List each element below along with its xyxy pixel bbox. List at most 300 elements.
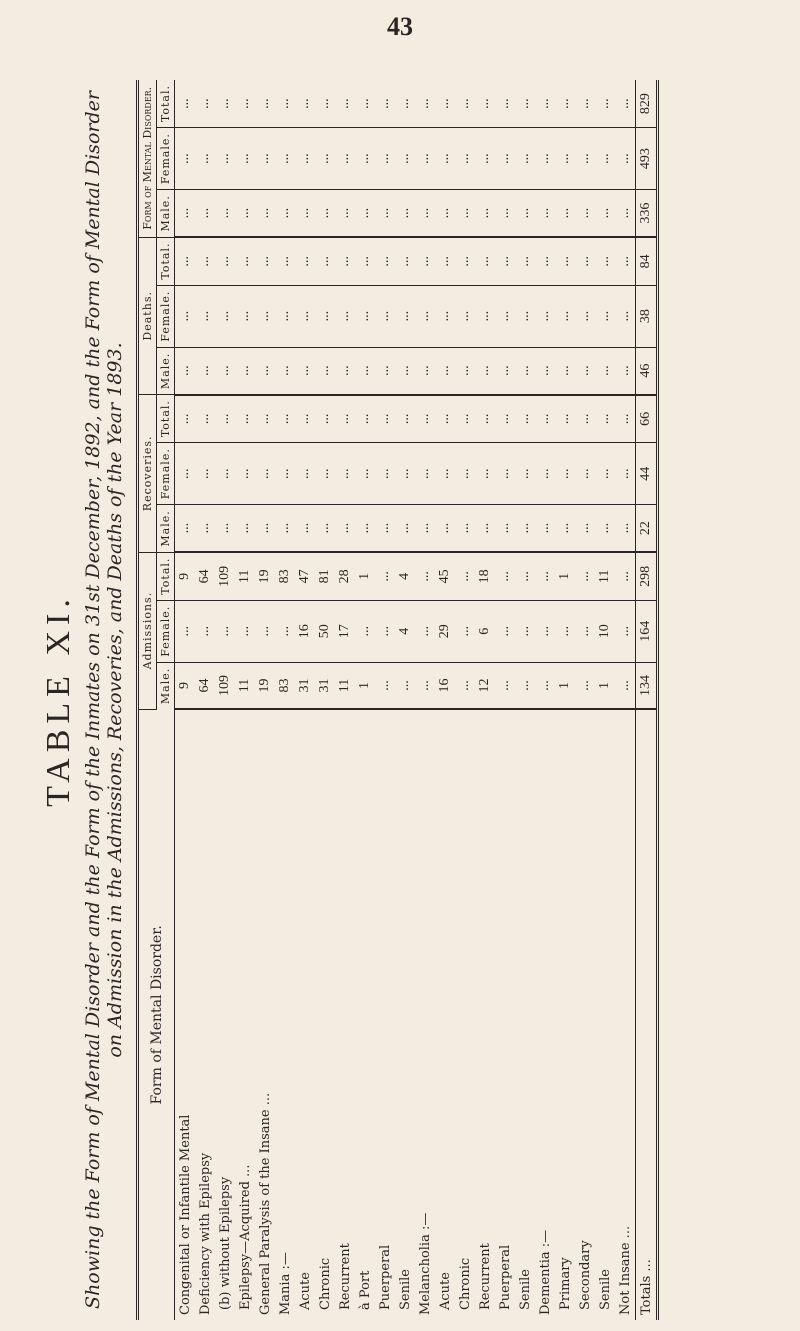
- cell-value: ...: [535, 395, 555, 443]
- cell-value: ...: [475, 128, 495, 190]
- cell-value: ...: [515, 600, 535, 662]
- cell-value: ...: [555, 80, 575, 128]
- sub-male: Male.: [157, 347, 175, 394]
- cell-value: ...: [395, 395, 415, 443]
- cell-value: ...: [435, 505, 455, 552]
- cell-value: ...: [175, 237, 196, 285]
- cell-value: ...: [435, 443, 455, 505]
- table-row: [175, 80, 196, 1320]
- row-label: Chronic: [457, 1257, 473, 1310]
- row-label: Melancholia :—: [417, 1212, 433, 1315]
- table-row: [575, 80, 595, 1320]
- cell-value: ...: [295, 505, 315, 552]
- cell-value: ...: [215, 505, 235, 552]
- cell-value: ...: [455, 662, 475, 709]
- cell-value: ...: [295, 443, 315, 505]
- cell-value: ...: [335, 285, 355, 347]
- cell-value: ...: [295, 237, 315, 285]
- cell-value: 22: [636, 505, 658, 552]
- cell-value: ...: [455, 552, 475, 600]
- cell-value: ...: [555, 285, 575, 347]
- cell-value: ...: [515, 285, 535, 347]
- cell-value: ...: [175, 443, 196, 505]
- cell-value: ...: [335, 347, 355, 394]
- cell-value: ...: [335, 237, 355, 285]
- cell-value: ...: [395, 443, 415, 505]
- table-row: [275, 80, 295, 1320]
- row-label: Deficiency with Epilepsy: [197, 1152, 213, 1315]
- table-row: [215, 80, 235, 1320]
- cell-value: ...: [415, 128, 435, 190]
- cell-value: ...: [195, 190, 215, 237]
- table-row: [535, 80, 555, 1320]
- cell-value: 1: [595, 662, 615, 709]
- cell-value: ...: [535, 128, 555, 190]
- group-header-recoveries: Recoveries.: [138, 395, 157, 553]
- cell-value: 11: [335, 662, 355, 709]
- group-header-remaining: Admissions.: [138, 552, 157, 709]
- cell-value: ...: [315, 505, 335, 552]
- cell-value: ...: [395, 662, 415, 709]
- cell-value: 84: [636, 237, 658, 285]
- cell-value: ...: [595, 128, 615, 190]
- cell-value: ...: [415, 190, 435, 237]
- cell-value: ...: [615, 662, 636, 709]
- cell-value: ...: [415, 505, 435, 552]
- cell-value: ...: [275, 395, 295, 443]
- sub-total: Total.: [157, 552, 175, 600]
- cell-value: ...: [415, 237, 435, 285]
- cell-value: ...: [315, 347, 335, 394]
- row-label: Acute: [437, 1272, 453, 1310]
- row-label: Senile: [397, 1269, 413, 1310]
- cell-value: ...: [555, 395, 575, 443]
- cell-value: ...: [375, 80, 395, 128]
- cell-value: ...: [435, 128, 455, 190]
- cell-value: ...: [255, 237, 275, 285]
- cell-value: ...: [455, 505, 475, 552]
- cell-value: 38: [636, 285, 658, 347]
- cell-value: ...: [275, 443, 295, 505]
- cell-value: ...: [455, 395, 475, 443]
- cell-value: ...: [535, 552, 555, 600]
- cell-value: ...: [415, 285, 435, 347]
- cell-value: ...: [415, 600, 435, 662]
- cell-value: 83: [275, 662, 295, 709]
- sub-female: Female.: [157, 443, 175, 505]
- table-row: [315, 80, 335, 1320]
- cell-value: ...: [615, 347, 636, 394]
- table-title: TABLE XI.: [40, 593, 77, 807]
- page-number: 43: [387, 12, 413, 41]
- cell-value: ...: [435, 395, 455, 443]
- cell-value: ...: [235, 347, 255, 394]
- cell-value: ...: [215, 285, 235, 347]
- cell-value: ...: [555, 190, 575, 237]
- cell-value: ...: [495, 662, 515, 709]
- cell-value: ...: [275, 505, 295, 552]
- cell-value: ...: [495, 190, 515, 237]
- row-label: Puerperal: [497, 1244, 513, 1310]
- cell-value: ...: [175, 347, 196, 394]
- cell-value: ...: [235, 80, 255, 128]
- cell-value: 9: [175, 552, 196, 600]
- cell-value: ...: [195, 347, 215, 394]
- cell-value: ...: [615, 395, 636, 443]
- cell-value: 31: [295, 662, 315, 709]
- cell-value: ...: [315, 128, 335, 190]
- row-label: Acute: [297, 1272, 313, 1310]
- cell-value: ...: [515, 443, 535, 505]
- row-label: Senile: [517, 1269, 533, 1310]
- cell-value: ...: [375, 285, 395, 347]
- cell-value: ...: [555, 347, 575, 394]
- cell-value: ...: [395, 505, 415, 552]
- cell-value: ...: [435, 80, 455, 128]
- cell-value: ...: [375, 237, 395, 285]
- cell-value: ...: [555, 237, 575, 285]
- cell-value: ...: [235, 285, 255, 347]
- table-row: [415, 80, 435, 1320]
- cell-value: 83: [275, 552, 295, 600]
- cell-value: ...: [175, 80, 196, 128]
- cell-value: 1: [555, 662, 575, 709]
- cell-value: ...: [275, 600, 295, 662]
- cell-value: ...: [595, 80, 615, 128]
- cell-value: ...: [535, 80, 555, 128]
- cell-value: 134: [636, 662, 658, 709]
- table-row: [455, 80, 475, 1320]
- cell-value: ...: [595, 237, 615, 285]
- cell-value: ...: [335, 505, 355, 552]
- cell-value: ...: [235, 128, 255, 190]
- cell-value: 11: [235, 552, 255, 600]
- cell-value: ...: [515, 190, 535, 237]
- cell-value: ...: [475, 395, 495, 443]
- cell-value: ...: [415, 552, 435, 600]
- cell-value: ...: [455, 600, 475, 662]
- row-label: Dementia :—: [537, 1229, 553, 1315]
- cell-value: ...: [235, 443, 255, 505]
- cell-value: ...: [415, 443, 435, 505]
- cell-value: ...: [255, 285, 275, 347]
- mental-disorder-table: [136, 80, 659, 1320]
- cell-value: ...: [175, 190, 196, 237]
- table-row: [195, 80, 215, 1320]
- cell-value: ...: [475, 443, 495, 505]
- cell-value: ...: [515, 395, 535, 443]
- cell-value: 1: [355, 662, 375, 709]
- row-label: Not Insane ...: [617, 1225, 633, 1315]
- cell-value: ...: [295, 190, 315, 237]
- cell-value: ...: [315, 80, 335, 128]
- cell-value: 109: [215, 662, 235, 709]
- row-label: Chronic: [317, 1257, 333, 1310]
- cell-value: 109: [215, 552, 235, 600]
- table-row: [595, 80, 615, 1320]
- cell-value: 12: [475, 662, 495, 709]
- cell-value: ...: [275, 237, 295, 285]
- cell-value: ...: [395, 347, 415, 394]
- cell-value: 1: [355, 552, 375, 600]
- cell-value: ...: [495, 285, 515, 347]
- cell-value: ...: [575, 662, 595, 709]
- cell-value: ...: [615, 80, 636, 128]
- cell-value: ...: [375, 347, 395, 394]
- cell-value: ...: [575, 600, 595, 662]
- cell-value: 66: [636, 395, 658, 443]
- cell-value: ...: [475, 285, 495, 347]
- cell-value: ...: [575, 80, 595, 128]
- cell-value: ...: [315, 237, 335, 285]
- cell-value: ...: [515, 80, 535, 128]
- cell-value: ...: [255, 505, 275, 552]
- cell-value: 164: [636, 600, 658, 662]
- row-label: Totals ...: [636, 709, 658, 1320]
- cell-value: ...: [595, 395, 615, 443]
- table-row: [515, 80, 535, 1320]
- cell-value: 298: [636, 552, 658, 600]
- cell-value: ...: [335, 395, 355, 443]
- cell-value: ...: [415, 662, 435, 709]
- cell-value: ...: [575, 285, 595, 347]
- cell-value: ...: [575, 128, 595, 190]
- cell-value: ...: [255, 443, 275, 505]
- cell-value: ...: [215, 190, 235, 237]
- cell-value: ...: [175, 395, 196, 443]
- cell-value: ...: [195, 80, 215, 128]
- cell-value: ...: [615, 237, 636, 285]
- cell-value: ...: [395, 237, 415, 285]
- cell-value: ...: [355, 128, 375, 190]
- row-label: à Port: [357, 1270, 373, 1310]
- cell-value: ...: [495, 237, 515, 285]
- cell-value: ...: [315, 285, 335, 347]
- cell-value: 31: [315, 662, 335, 709]
- cell-value: ...: [515, 347, 535, 394]
- cell-value: ...: [395, 285, 415, 347]
- cell-value: ...: [195, 600, 215, 662]
- cell-value: ...: [455, 347, 475, 394]
- cell-value: ...: [495, 80, 515, 128]
- cell-value: ...: [175, 285, 196, 347]
- row-label: Mania :—: [277, 1252, 293, 1315]
- cell-value: ...: [495, 347, 515, 394]
- cell-value: ...: [375, 190, 395, 237]
- cell-value: ...: [615, 190, 636, 237]
- cell-value: ...: [375, 443, 395, 505]
- cell-value: ...: [495, 128, 515, 190]
- cell-value: ...: [535, 443, 555, 505]
- cell-value: ...: [355, 190, 375, 237]
- cell-value: ...: [475, 347, 495, 394]
- cell-value: ...: [495, 505, 515, 552]
- cell-value: ...: [455, 80, 475, 128]
- cell-value: ...: [215, 80, 235, 128]
- cell-value: ...: [275, 80, 295, 128]
- cell-value: ...: [455, 285, 475, 347]
- cell-value: ...: [255, 347, 275, 394]
- cell-value: 46: [636, 347, 658, 394]
- cell-value: ...: [235, 237, 255, 285]
- row-label: (b) without Epilepsy: [217, 1176, 233, 1310]
- cell-value: ...: [515, 505, 535, 552]
- cell-value: ...: [455, 128, 475, 190]
- cell-value: ...: [255, 395, 275, 443]
- cell-value: ...: [255, 80, 275, 128]
- cell-value: ...: [255, 190, 275, 237]
- table-row: [435, 80, 455, 1320]
- cell-value: ...: [295, 128, 315, 190]
- cell-value: ...: [335, 128, 355, 190]
- cell-value: ...: [495, 443, 515, 505]
- cell-value: 64: [195, 552, 215, 600]
- cell-value: 336: [636, 190, 658, 237]
- table-row: [395, 80, 415, 1320]
- cell-value: ...: [555, 443, 575, 505]
- row-label: Congenital or Infantile Mental: [177, 1114, 193, 1315]
- sub-female: Female.: [157, 600, 175, 662]
- cell-value: 6: [475, 600, 495, 662]
- cell-value: ...: [615, 552, 636, 600]
- table-row: [615, 80, 636, 1320]
- cell-value: ...: [355, 347, 375, 394]
- table-row: [375, 80, 395, 1320]
- table-caption: Showing the Form of Mental Disorder and the Form of the Inmates on 31st December, 1892, and the Form of Mental Disorder on Admission in the Admissions, Recoveries, and Deaths of the Year 1893.: [82, 91, 126, 1309]
- total-row: [636, 80, 658, 1320]
- cell-value: ...: [575, 190, 595, 237]
- cell-value: ...: [355, 505, 375, 552]
- sub-total: Total.: [157, 395, 175, 443]
- cell-value: ...: [375, 600, 395, 662]
- cell-value: ...: [495, 600, 515, 662]
- row-label: Senile: [597, 1269, 613, 1310]
- cell-value: ...: [515, 662, 535, 709]
- cell-value: 4: [395, 552, 415, 600]
- cell-value: ...: [475, 190, 495, 237]
- cell-value: ...: [575, 505, 595, 552]
- cell-value: ...: [375, 662, 395, 709]
- cell-value: ...: [315, 395, 335, 443]
- cell-value: ...: [335, 443, 355, 505]
- cell-value: ...: [535, 347, 555, 394]
- cell-value: ...: [615, 128, 636, 190]
- cell-value: ...: [295, 347, 315, 394]
- rotated-table-page: [40, 80, 760, 1320]
- cell-value: 18: [475, 552, 495, 600]
- cell-value: ...: [195, 285, 215, 347]
- cell-value: ...: [235, 505, 255, 552]
- cell-value: 45: [435, 552, 455, 600]
- cell-value: ...: [415, 395, 435, 443]
- cell-value: ...: [495, 395, 515, 443]
- cell-value: ...: [355, 600, 375, 662]
- cell-value: ...: [535, 505, 555, 552]
- cell-value: ...: [375, 128, 395, 190]
- cell-value: ...: [575, 347, 595, 394]
- cell-value: ...: [555, 128, 575, 190]
- cell-value: ...: [595, 285, 615, 347]
- cell-value: 9: [175, 662, 196, 709]
- cell-value: ...: [455, 190, 475, 237]
- cell-value: ...: [235, 395, 255, 443]
- cell-value: 19: [255, 662, 275, 709]
- sub-total: Total.: [157, 237, 175, 285]
- cell-value: ...: [255, 128, 275, 190]
- cell-value: ...: [475, 80, 495, 128]
- cell-value: ...: [375, 552, 395, 600]
- cell-value: ...: [295, 80, 315, 128]
- cell-value: ...: [395, 190, 415, 237]
- cell-value: ...: [515, 237, 535, 285]
- table-row: [295, 80, 315, 1320]
- cell-value: ...: [355, 285, 375, 347]
- cell-value: ...: [535, 662, 555, 709]
- cell-value: ...: [355, 395, 375, 443]
- cell-value: ...: [375, 505, 395, 552]
- cell-value: 16: [435, 662, 455, 709]
- cell-value: ...: [355, 443, 375, 505]
- cell-value: ...: [555, 505, 575, 552]
- cell-value: ...: [595, 505, 615, 552]
- cell-value: 64: [195, 662, 215, 709]
- cell-value: 16: [295, 600, 315, 662]
- group-header-deaths: Deaths.: [138, 237, 157, 395]
- cell-value: 81: [315, 552, 335, 600]
- cell-value: ...: [175, 128, 196, 190]
- cell-value: ...: [555, 600, 575, 662]
- cell-value: ...: [195, 128, 215, 190]
- cell-value: ...: [475, 505, 495, 552]
- cell-value: ...: [435, 285, 455, 347]
- cell-value: ...: [355, 80, 375, 128]
- form-column-header: Form of Mental Disorder.: [138, 709, 175, 1320]
- cell-value: ...: [415, 80, 435, 128]
- cell-value: ...: [395, 128, 415, 190]
- row-label: Primary: [557, 1257, 573, 1310]
- table-row: [255, 80, 275, 1320]
- cell-value: 829: [636, 80, 658, 128]
- cell-value: ...: [235, 190, 255, 237]
- cell-value: 19: [255, 552, 275, 600]
- cell-value: ...: [515, 552, 535, 600]
- cell-value: ...: [435, 347, 455, 394]
- cell-value: ...: [615, 443, 636, 505]
- row-label: Epilepsy—Acquired ...: [237, 1164, 253, 1310]
- cell-value: ...: [275, 285, 295, 347]
- cell-value: ...: [575, 395, 595, 443]
- sub-male: Male.: [157, 662, 175, 709]
- table-row: [555, 80, 575, 1320]
- cell-value: ...: [615, 505, 636, 552]
- cell-value: ...: [575, 443, 595, 505]
- table-row: [235, 80, 255, 1320]
- cell-value: ...: [495, 552, 515, 600]
- cell-value: ...: [215, 443, 235, 505]
- cell-value: ...: [215, 600, 235, 662]
- cell-value: ...: [175, 505, 196, 552]
- cell-value: ...: [295, 395, 315, 443]
- cell-value: ...: [535, 600, 555, 662]
- table-row: [495, 80, 515, 1320]
- cell-value: 4: [395, 600, 415, 662]
- cell-value: ...: [375, 395, 395, 443]
- cell-value: ...: [475, 237, 495, 285]
- cell-value: ...: [295, 285, 315, 347]
- cell-value: ...: [195, 443, 215, 505]
- sub-female: Female.: [157, 285, 175, 347]
- cell-value: ...: [195, 237, 215, 285]
